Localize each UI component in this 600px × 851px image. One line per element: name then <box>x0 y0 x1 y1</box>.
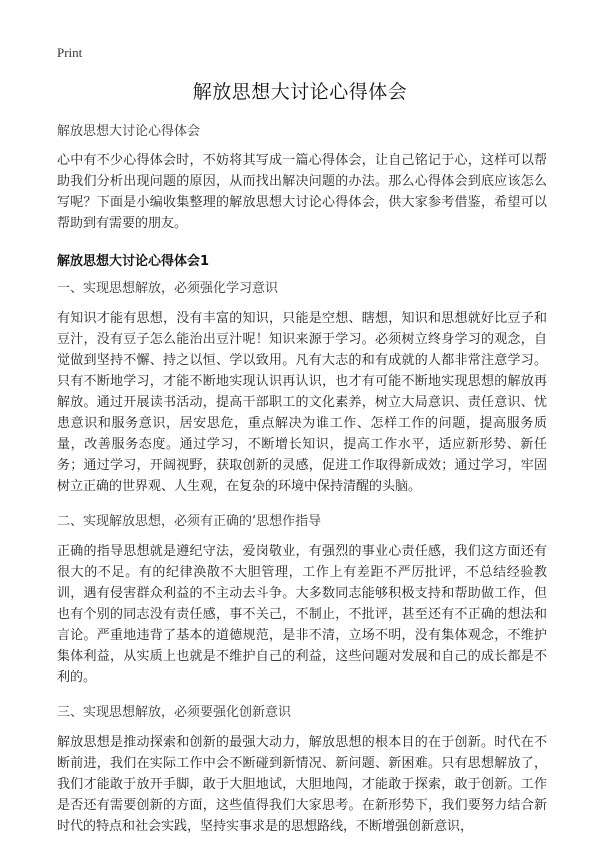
section-heading-2: 二、实现解放思想，必须有正确的‘思想作指导 <box>57 514 322 529</box>
section-paragraph-2: 正确的指导思想就是遵纪守法，爱岗敬业，有强烈的事业心责任感，我们这方面还有很大的不足。有的纪律涣散不大胆管理，工作上有差距不严厉批评，不总结经验教训，遇有侵害群众利益的不主动去斗争。大多数同志能够积极支持和帮助做工作，但也有个别的同志没有责任感，事不关己，不制止，不批评，甚至还有不正确的想法和言论。严重地违背了基本的道德规范，是非不清，立场不明，没有集体观念，不维护集体利益，从实质上也就是不维护自己的利益，这些问题对发展和自己的成长都是不利的。 <box>57 544 547 685</box>
print-link[interactable]: Print <box>57 45 83 60</box>
section-title: 解放思想大讨论心得体会1 <box>57 254 210 269</box>
article-body <box>57 150 547 851</box>
document-subtitle: 解放思想大讨论心得体会 <box>57 124 201 139</box>
section-heading-3: 三、实现思想解放，必须要强化创新意识 <box>57 705 292 720</box>
page-title: 解放思想大讨论心得体会 <box>192 81 408 103</box>
section-paragraph-3: 解放思想是推动探索和创新的最强大动力，解放思想的根本目的在于创新。时代在不断前进，我们在实际工作中会不断碰到新情况、新问题、新困难。只有思想解放了，我们才能敢于放开手脚，敢于大胆地试，大胆地闯，才能敢于探索，敢于创新。工作是否还有需要创新的方面，这些值得我们大家思考。在新形势下，我们要努力结合新时代的特点和社会实践，坚持实事求是的思想路线，不断增强创新意识， <box>57 735 547 834</box>
section-heading-1: 一、实现思想解放，必须强化学习意识 <box>57 281 279 296</box>
intro-paragraph: 心中有不少心得体会时，不妨将其写成一篇心得体会，让自己铭记于心，这样可以帮助我们分析出现问题的原因，从而找出解决问题的办法。那么心得体会到底应该怎么写呢？下面是小编收集整理的解放思想大讨论心得体会，供大家参考借鉴，希望可以帮助到有需要的朋友。 <box>57 153 547 231</box>
section-paragraph-1: 有知识才能有思想，没有丰富的知识，只能是空想、瞎想，知识和思想就好比豆子和豆汁，没有豆子怎么能治出豆汁呢！知识来源于学习。必须树立终身学习的观念，自觉做到坚持不懈、持之以恒、学以致用。凡有大志的和有成就的人都非常注意学习。只有不断地学习，才能不断地实现认识再认识，也才有可能不断地实现思想的解放再解放。通过开展读书活动，提高干部职工的文化素养，树立大局意识、责任意识、忧患意识和服务意识，居安思危，重点解决为谁工作、怎样工作的问题，提高服务质量，改善服务态度。通过学习，不断增长知识，提高工作水平，适应新形势、新任务；通过学习，开阔视野，获取创新的灵感，促进工作取得新成效；通过学习，牢固树立正确的世界观、人生观，在复杂的环境中保持清醒的头脑。 <box>57 311 547 494</box>
